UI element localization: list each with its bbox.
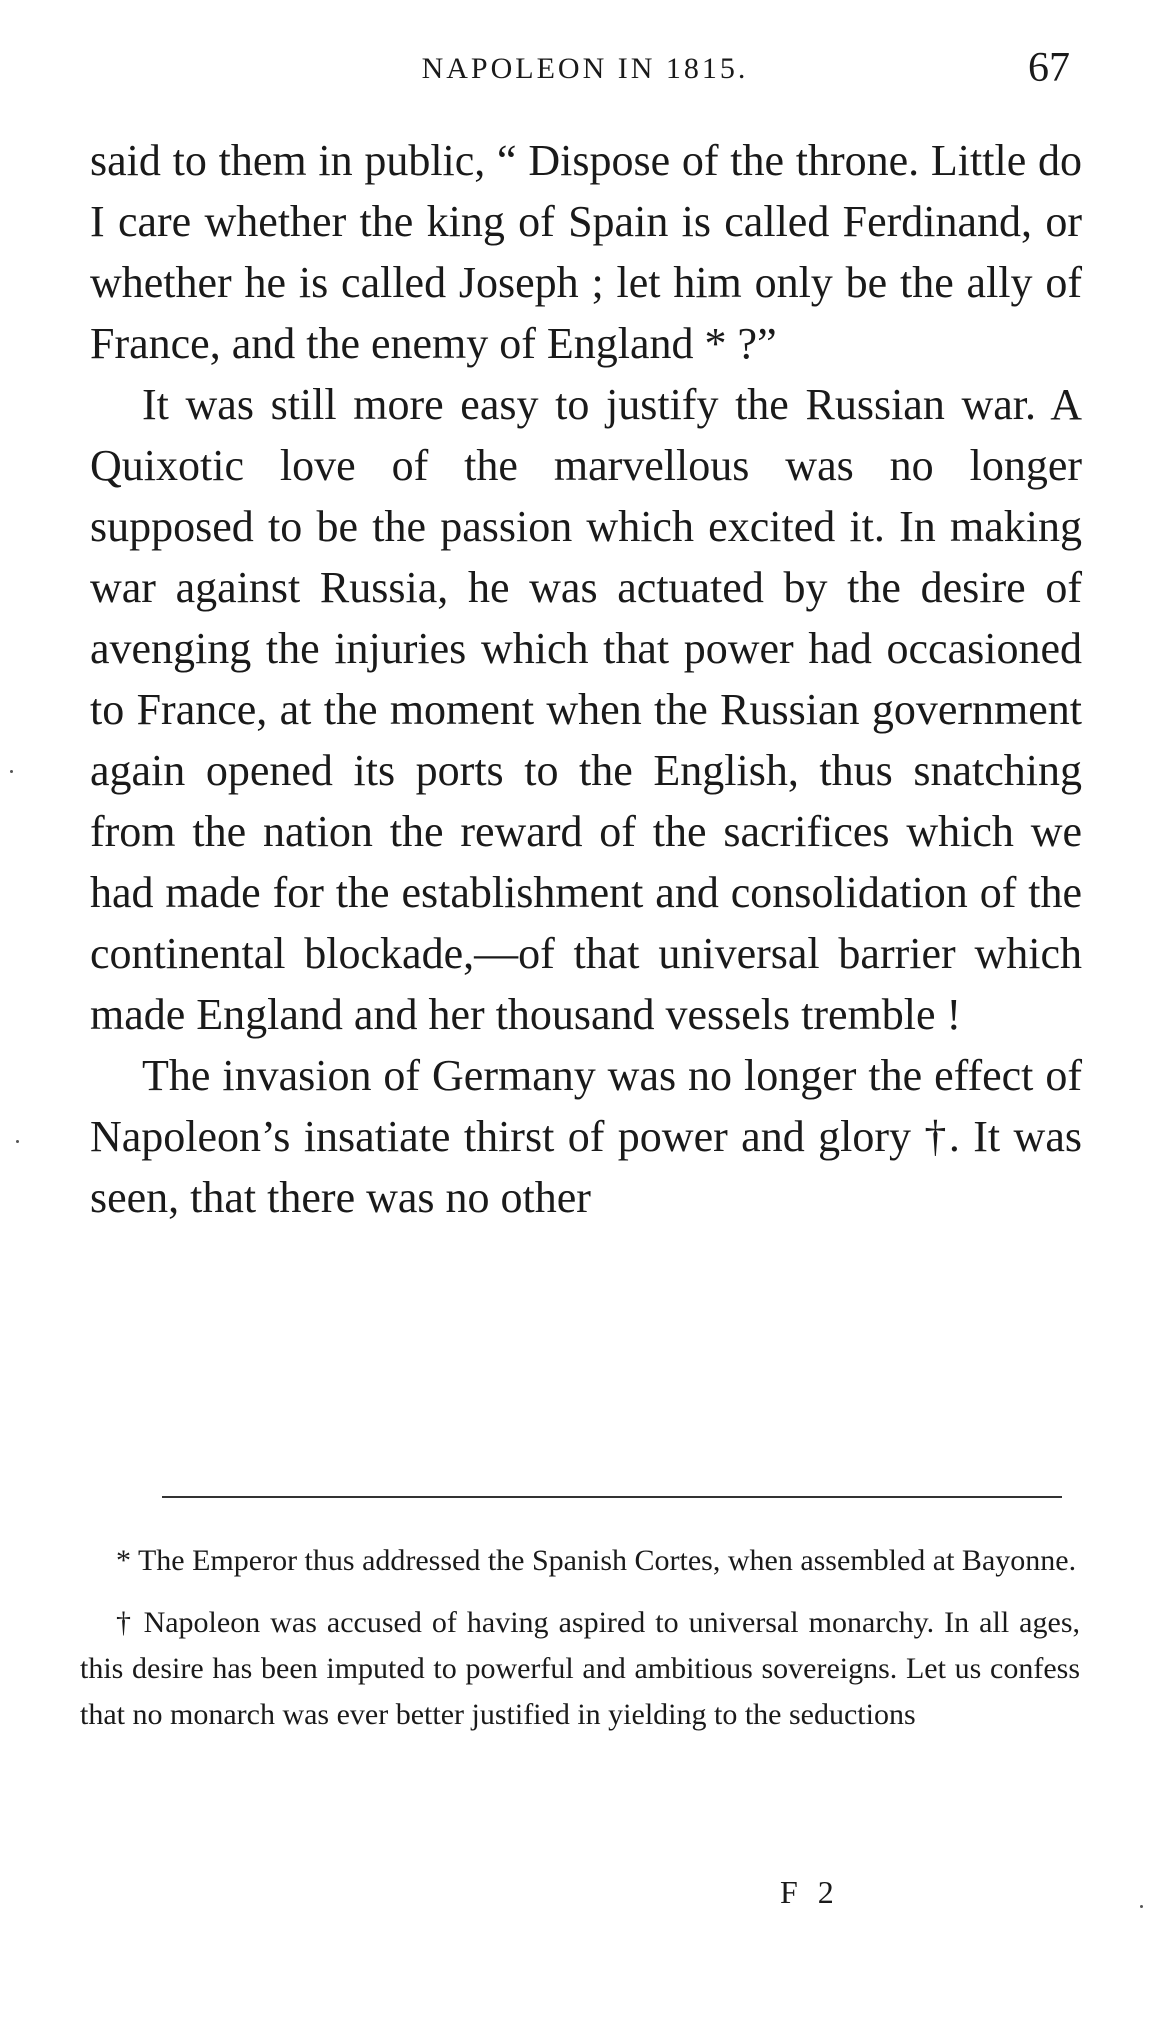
running-title: NAPOLEON IN 1815.	[421, 52, 749, 85]
footnote-2: † Napoleon was accused of having aspired to universal monarchy. In all ages, this desire has been imputed to powerful and ambitious sovereigns. Let us confess that no monarch was ever better justified in yielding to the seductions	[80, 1606, 1080, 1731]
footnotes	[80, 1538, 1080, 1754]
paragraph-1: said to them in public, “ Dispose of the throne. Little do I care whether the king of Spain is called Ferdinand, or whether he is called Joseph ; let him only be the ally of France, and the enemy of England * ?”	[90, 136, 1082, 368]
paper-speck	[10, 770, 13, 773]
paper-speck	[1140, 1905, 1143, 1908]
page-header	[90, 44, 1080, 104]
footnote-1: * The Emperor thus addressed the Spanish Cortes, when assembled at Bayonne.	[116, 1544, 1077, 1577]
paper-speck	[16, 1140, 19, 1143]
paragraph-2: It was still more easy to justify the Russian war. A Quixotic love of the marvellous was no longer supposed to be the passion which excited it. In making war against Russia, he was actuated by the desire of avenging the injuries which that power had occasioned to France, at the moment when the Russian government again opened its ports to the English, thus snatching from the nation the reward of the sacrifices which we had made for the establishment and consolidation of the continental blockade,—of that universal barrier which made England and her thousand vessels tremble !	[90, 380, 1082, 1039]
paragraph-3: The invasion of Germany was no longer the effect of Napoleon’s insatiate thirst of power and glory †. It was seen, that there was no other	[90, 1051, 1082, 1222]
page-number: 67	[1028, 45, 1070, 91]
signature-mark: F 2	[780, 1874, 840, 1910]
footnote-divider	[162, 1496, 1062, 1498]
body-text	[90, 130, 1082, 1228]
